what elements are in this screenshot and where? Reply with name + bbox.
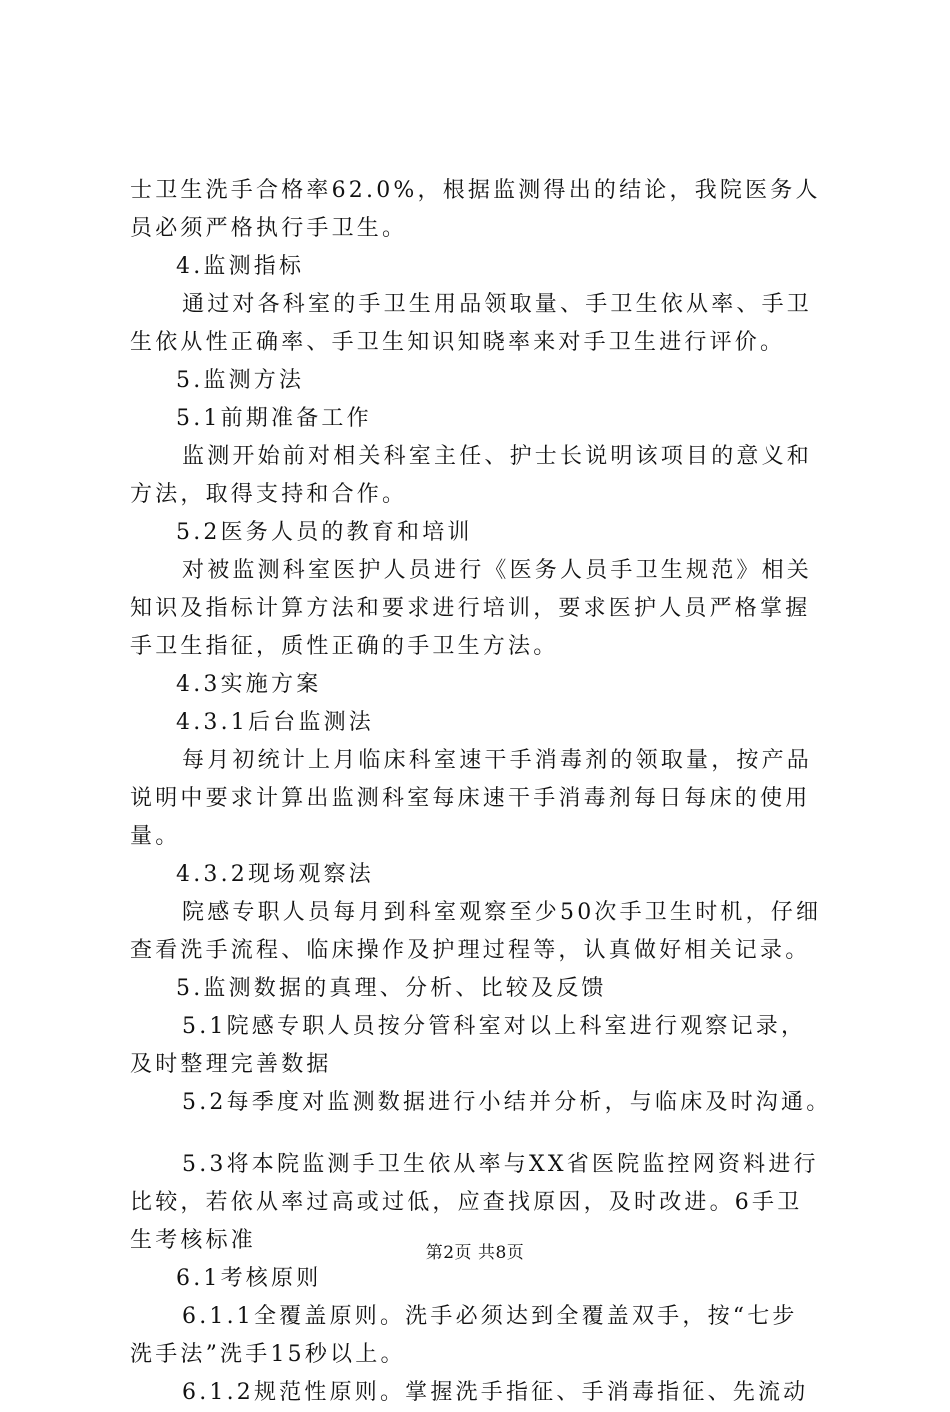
subsection-heading: 4.3.2现场观察法 — [176, 862, 374, 887]
document-body — [130, 172, 850, 1412]
text-line: 生考核标准 — [130, 1228, 257, 1253]
text-line: 生依从性正确率、手卫生知识知晓率来对手卫生进行评价。 — [130, 330, 786, 355]
paragraph-gap — [130, 1122, 850, 1146]
subsection-heading: 5.1前期准备工作 — [176, 406, 372, 431]
text-line: 5.3将本院监测手卫生依从率与XX省医院监控网资料进行 — [182, 1152, 819, 1177]
section-heading: 5.监测数据的真理、分析、比较及反馈 — [176, 976, 607, 1001]
text-line: 院感专职人员每月到科室观察至少50次手卫生时机，仔细 — [182, 900, 822, 925]
text-line: 通过对各科室的手卫生用品领取量、手卫生依从率、手卫 — [182, 292, 813, 317]
subsection-heading: 4.3.1后台监测法 — [176, 710, 374, 735]
section-heading: 5.监测方法 — [176, 368, 305, 393]
subsection-heading: 4.3实施方案 — [176, 672, 322, 697]
section-heading: 4.监测指标 — [176, 254, 305, 279]
text-line: 5.2每季度对监测数据进行小结并分析，与临床及时沟通。 — [182, 1090, 832, 1115]
text-line: 说明中要求计算出监测科室每床速干手消毒剂每日每床的使用 — [130, 786, 811, 811]
text-line: 监测开始前对相关科室主任、护士长说明该项目的意义和 — [182, 444, 813, 469]
text-line: 量。 — [130, 824, 181, 849]
text-line: 5.1院感专职人员按分管科室对以上科室进行观察记录， — [182, 1014, 807, 1039]
text-line: 比较，若依从率过高或过低，应查找原因，及时改进。6手卫 — [130, 1190, 803, 1215]
subsection-heading: 5.2医务人员的教育和培训 — [176, 520, 473, 545]
text-line: 方法，取得支持和合作。 — [130, 482, 408, 507]
page-number-footer: 第2页 共8页 — [425, 1243, 525, 1263]
text-line: 对被监测科室医护人员进行《医务人员手卫生规范》相关 — [182, 558, 813, 583]
text-line: 每月初统计上月临床科室速干手消毒剂的领取量，按产品 — [182, 748, 813, 773]
text-line: 知识及指标计算方法和要求进行培训，要求医护人员严格掌握 — [130, 596, 811, 621]
text-line: 查看洗手流程、临床操作及护理过程等，认真做好相关记录。 — [130, 938, 811, 963]
text-line: 手卫生指征，质性正确的手卫生方法。 — [130, 634, 559, 659]
text-line: 及时整理完善数据 — [130, 1052, 332, 1077]
text-line: 洗手法”洗手15秒以上。 — [130, 1342, 406, 1367]
text-line: 士卫生洗手合格率62.0%，根据监测得出的结论，我院医务人 — [130, 178, 821, 203]
text-line: 6.1.1全覆盖原则。洗手必须达到全覆盖双手，按“七步 — [182, 1304, 798, 1329]
text-line: 员必须严格执行手卫生。 — [130, 216, 408, 241]
text-line: 6.1.2规范性原则。掌握洗手指征、手消毒指征、先流动 — [182, 1380, 809, 1405]
subsection-heading: 6.1考核原则 — [176, 1266, 322, 1291]
